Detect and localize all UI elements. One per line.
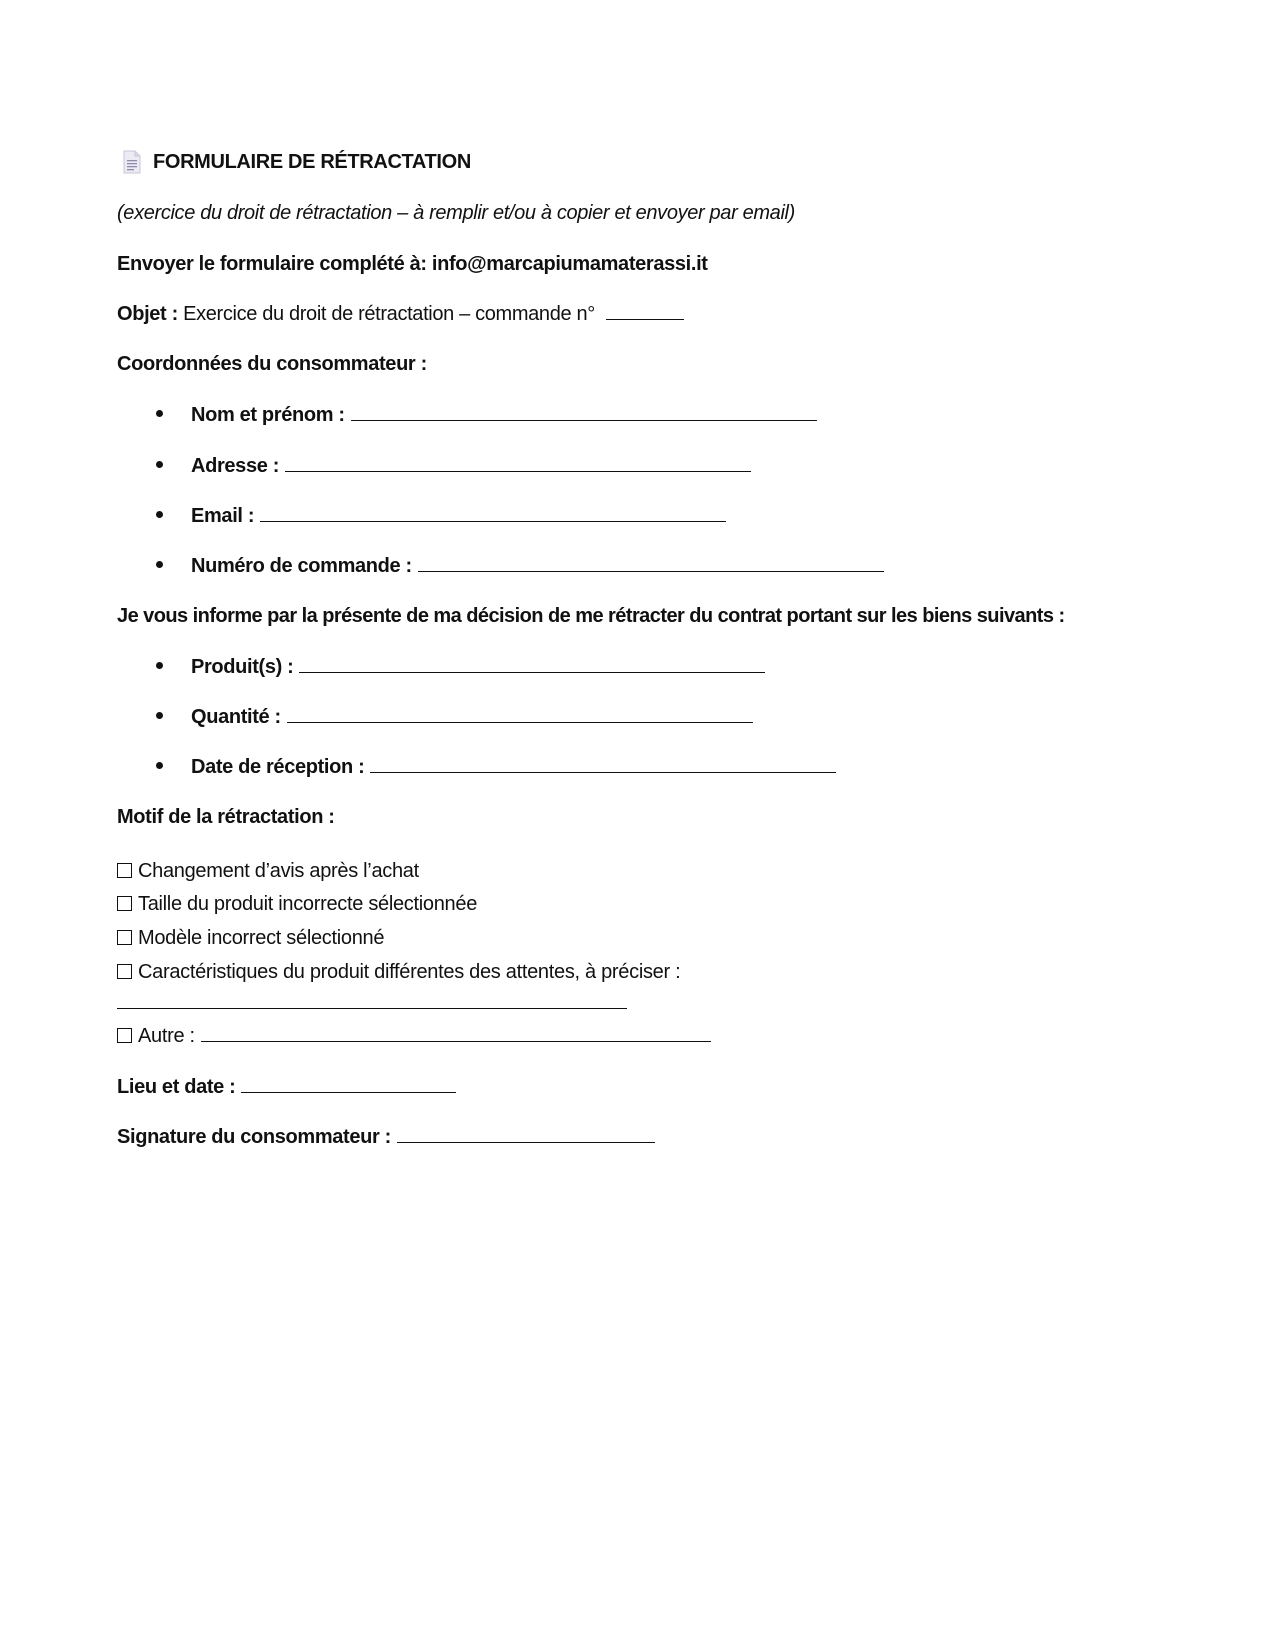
field-label: Quantité : [191, 706, 281, 728]
place-date-label: Lieu et date : [117, 1076, 236, 1098]
field-address [156, 453, 751, 479]
reason-option [117, 1023, 711, 1049]
place-date-line [117, 1074, 456, 1100]
send-to-email: Envoyer le formulaire complété à: info@marcapiumamaterassi.it [117, 253, 708, 275]
field-products [156, 654, 765, 680]
option-label: Caractéristiques du produit différentes des attentes, à préciser : [138, 961, 681, 983]
reason-option [117, 925, 384, 951]
checkbox-icon[interactable] [117, 863, 132, 878]
reason-option [117, 891, 477, 917]
field-label: Adresse : [191, 455, 280, 477]
form-subtitle: (exercice du droit de rétractation – à remplir et/ou à copier et envoyer par email) [117, 202, 795, 224]
bullet-icon [156, 712, 163, 719]
email-blank[interactable] [260, 503, 726, 522]
subject-text: Exercice du droit de rétractation – commande n° [183, 303, 595, 325]
quantity-blank[interactable] [287, 704, 753, 723]
subject-label: Objet : [117, 303, 178, 325]
bullet-icon [156, 461, 163, 468]
signature-label: Signature du consommateur : [117, 1126, 391, 1148]
specify-blank[interactable] [117, 1008, 627, 1009]
bullet-icon [156, 662, 163, 669]
bullet-icon [156, 561, 163, 568]
checkbox-icon[interactable] [117, 930, 132, 945]
option-label: Autre : [138, 1025, 195, 1047]
document-icon [122, 150, 142, 174]
checkbox-icon[interactable] [117, 964, 132, 979]
goods-section-heading: Je vous informe par la présente de ma décision de me rétracter du contrat portant sur les biens suivants : [117, 605, 1065, 627]
field-name [156, 402, 817, 428]
field-reception-date [156, 754, 836, 780]
reason-option [117, 858, 419, 884]
products-blank[interactable] [299, 654, 765, 673]
field-quantity [156, 704, 753, 730]
place-date-blank[interactable] [241, 1074, 456, 1093]
reception-date-blank[interactable] [370, 754, 836, 773]
reason-option [117, 959, 680, 985]
subject-line [117, 301, 684, 327]
field-label: Nom et prénom : [191, 404, 345, 426]
bullet-icon [156, 762, 163, 769]
form-title: FORMULAIRE DE RÉTRACTATION [153, 151, 471, 173]
bullet-icon [156, 410, 163, 417]
name-blank[interactable] [351, 402, 817, 421]
checkbox-icon[interactable] [117, 1028, 132, 1043]
option-label: Modèle incorrect sélectionné [138, 927, 385, 949]
other-blank[interactable] [201, 1023, 711, 1042]
option-label: Taille du produit incorrecte sélectionnée [138, 893, 478, 915]
consumer-section-heading: Coordonnées du consommateur : [117, 353, 427, 375]
order-number-blank[interactable] [606, 301, 684, 320]
field-label: Produit(s) : [191, 656, 294, 678]
signature-line [117, 1124, 655, 1150]
reason-section-heading: Motif de la rétractation : [117, 806, 335, 828]
option-label: Changement d’avis après l’achat [138, 860, 419, 882]
field-label: Date de réception : [191, 756, 365, 778]
field-label: Numéro de commande : [191, 555, 412, 577]
signature-blank[interactable] [397, 1124, 655, 1143]
order-number-field-blank[interactable] [418, 553, 884, 572]
field-email [156, 503, 726, 529]
field-label: Email : [191, 505, 255, 527]
field-order-number [156, 553, 884, 579]
bullet-icon [156, 511, 163, 518]
checkbox-icon[interactable] [117, 896, 132, 911]
address-blank[interactable] [285, 453, 751, 472]
